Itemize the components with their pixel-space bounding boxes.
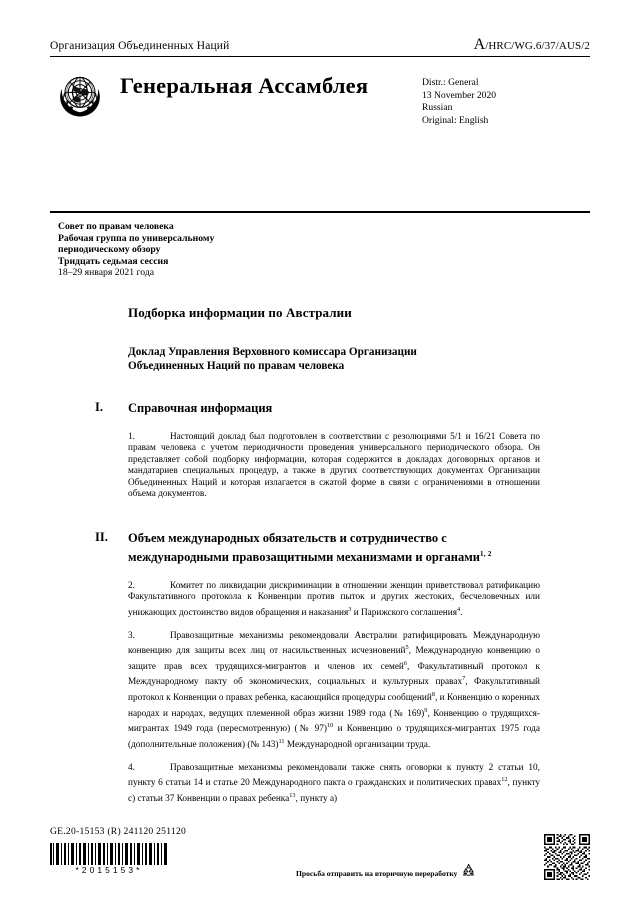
barcode-digits: *2015153*: [75, 865, 143, 875]
recycling-symbol-icon: [460, 862, 477, 884]
distribution-block: [422, 64, 590, 127]
page-title: Подборка информации по Австралии: [128, 305, 352, 320]
distribution-date: 13 November 2020: [422, 89, 497, 101]
organization-name: Организация Объединенных Наций: [50, 40, 230, 52]
recycle-text: Просьба отправить на вторичную переработку: [296, 868, 458, 878]
paragraph-3-part2: , Международную конвенцию о защите прав всех трудящихся-мигрантов и членов их семей: [128, 646, 540, 672]
section-numeral-1: I.: [95, 400, 103, 414]
paragraph-4: [128, 763, 540, 806]
footnote-ref-7[interactable]: 7: [462, 675, 466, 683]
paragraph-3-part5: , и Конвенцию о коренных народах и народах, ведущих племенной образ жизни 1989 года (№ 169): [128, 693, 540, 719]
original-language: Original: English: [422, 114, 489, 126]
section-heading-2: [128, 530, 528, 566]
paragraph-3-part7: и Конвенцию о трудящихся-мигрантах 1975 года (дополнительные положения) (№ 143): [128, 724, 540, 751]
subtitle-line2: Объединенных Наций по правам человека: [128, 360, 345, 372]
document-symbol-initial: A: [473, 36, 486, 53]
document-subtitle: [128, 345, 488, 373]
document-language: Russian: [422, 102, 453, 114]
paragraph-4-part3: , пункту a): [295, 793, 338, 804]
section-heading-1: Справочная информация: [128, 401, 273, 415]
document-symbol: [474, 36, 590, 54]
header-separator-rule: [50, 211, 590, 213]
session-number: Тридцать седьмая сессия: [58, 255, 169, 267]
paragraph-3-part6: , Конвенцию о трудящихся-мигрантах 1949 года (пересмотренную) (№ 97): [128, 708, 541, 735]
section-heading-2-line2: с международными правозащитными механизмами: [128, 530, 447, 565]
paragraph-3-part1: Правозащитные механизмы рекомендовали Австралии ратифицировать Международную конвенцию для защиты всех лиц от насильственных исчезновений: [128, 630, 540, 657]
paragraph-2-part3: .: [460, 608, 463, 619]
footnote-ref-3[interactable]: 3: [348, 606, 352, 614]
paragraph-number-2: 2.: [128, 580, 135, 591]
section-background: [95, 400, 540, 417]
section-heading-2-line3: и органами: [415, 550, 480, 565]
distribution-type: Distr.: General: [422, 77, 479, 88]
working-group-line2: периодическому обзору: [58, 244, 161, 256]
paragraph-2-part2: и Парижского соглашения: [351, 608, 457, 619]
footnote-ref-6[interactable]: 6: [403, 659, 408, 667]
subtitle-line1: Доклад Управления Верховного комиссара Организации: [128, 346, 417, 358]
paragraph-2: [128, 581, 540, 620]
paragraph-number-4: 4.: [128, 762, 135, 773]
footnote-ref-9[interactable]: 9: [424, 706, 428, 714]
section-heading-2-line1: Объем международных обязательств и сотрудничество: [128, 530, 439, 545]
section-scope-obligations: [95, 529, 540, 566]
paragraph-1: [128, 432, 540, 501]
document-symbol-rest: /HRC/WG.6/37/AUS/2: [485, 40, 590, 52]
paragraph-3: [128, 631, 540, 752]
footnote-ref-12[interactable]: 12: [501, 776, 508, 784]
paragraph-3-part4: , Факультативный протокол к Конвенции о правах ребенка, касающийся процедуры сообщений: [128, 677, 540, 704]
masthead-divider: [50, 56, 590, 57]
paragraph-3-part8: Международной организации труда.: [284, 740, 431, 751]
footnote-ref-8[interactable]: 8: [431, 691, 435, 699]
masthead: [50, 0, 590, 142]
paragraph-number-1: 1.: [128, 431, 135, 442]
paragraph-2-part1: Комитет по ликвидации дискриминации в отношении женщин приветствовал ратификацию Факультативного протокола к Конвенции против пыток и других жестоких, бесчеловечных или унижающих достоинство видов обращения и наказания: [128, 580, 540, 619]
footnote-ref-5[interactable]: 5: [405, 644, 409, 652]
session-dates: 18–29 января 2021 года: [58, 267, 155, 279]
footnote-ref-10[interactable]: 10: [326, 722, 334, 730]
paragraph-4-part1: Правозащитные механизмы рекомендовали также снять оговорки к пункту 2 статьи 10, пункту 6 статьи 14 и статье 20 Международного пакта о гражданских и политических правах: [128, 762, 540, 789]
job-number: GE.20-15153 (R) 241120 251120: [50, 826, 187, 837]
footnote-ref-4[interactable]: 4: [456, 606, 461, 614]
qr-code[interactable]: [544, 834, 590, 880]
footnote-ref-13[interactable]: 13: [289, 791, 296, 799]
page-footer: [50, 826, 590, 886]
masthead-top-row: [50, 36, 590, 53]
paragraph-3-part3: , Факультативный протокол к Международному пакту об экономических, социальных и культурных правах: [128, 661, 540, 688]
working-group-line1: Рабочая группа по универсальному: [58, 232, 215, 244]
section-numeral-2: II.: [95, 529, 108, 544]
recycle-notice: [296, 862, 477, 884]
barcode: [50, 843, 168, 875]
council-name: Совет по правам человека: [58, 221, 174, 232]
council-block: [58, 221, 458, 279]
assembly-title: Генеральная Ассамблея: [120, 73, 369, 98]
masthead-body-row: [50, 64, 590, 142]
footnote-ref-11[interactable]: 11: [278, 737, 285, 745]
section-heading-2-footnote-refs: 1, 2: [479, 550, 492, 559]
un-emblem: [50, 66, 110, 126]
document-body: [95, 305, 541, 815]
paragraph-number-3: 3.: [128, 630, 135, 641]
paragraph-text-1: Настоящий доклад был подготовлен в соответствии с резолюциями 5/1 и 16/21 Совета по правам человека с учетом периодичности проведения универсального периодического обзора. Он представляет собой подборку информации, которая содержится в докладах договорных органов и мандатариев специальных процедур, а также в других соответствующих документах Организации Объединенных Наций и которая излагается в сжатой форме в связи с ограничениями в отношении объема документов.: [128, 431, 540, 500]
paragraph-4-part2: , пункту c) статьи 37 Конвенции о правах ребенка: [128, 778, 540, 804]
